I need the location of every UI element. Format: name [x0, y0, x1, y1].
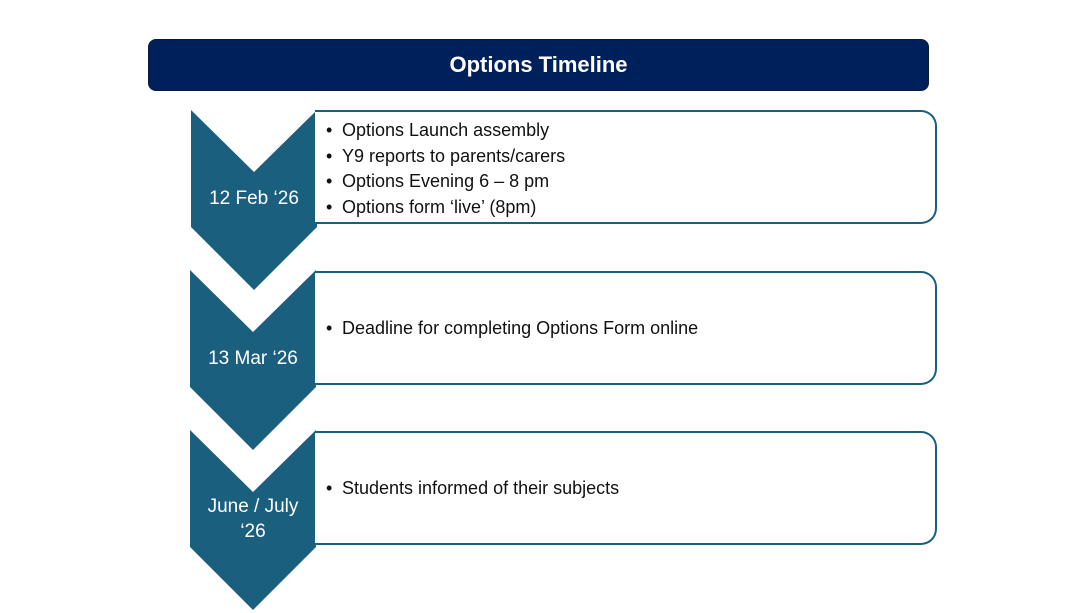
list-item: • Options Evening 6 – 8 pm — [326, 171, 550, 191]
list-item: • Students informed of their subjects — [326, 478, 620, 498]
timeline-step-1-chevron — [191, 110, 317, 290]
timeline-title — [148, 39, 929, 91]
timeline-step-3-box — [315, 431, 937, 545]
timeline-step-2-box — [315, 271, 937, 385]
timeline-step-1-date: 12 Feb ‘26 — [209, 188, 299, 209]
timeline-step-2-chevron — [190, 270, 316, 450]
list-item: • Options Launch assembly — [326, 120, 550, 140]
list-item: • Deadline for completing Options Form online — [326, 318, 699, 338]
timeline-step-3-list — [326, 476, 619, 502]
timeline-step-2-list — [326, 316, 698, 342]
list-item: • Options form ‘live’ (8pm) — [326, 196, 537, 217]
timeline-step-1-list — [326, 118, 565, 220]
timeline-step-1-box — [315, 110, 937, 224]
list-item: • Y9 reports to parents/carers — [326, 145, 566, 166]
timeline-step-3-date: June / July ‘26 — [207, 496, 299, 542]
timeline-title-text: Options Timeline — [449, 52, 628, 77]
timeline-step-2-date: 13 Mar ‘26 — [208, 348, 298, 369]
timeline-step-3-chevron — [190, 430, 316, 610]
